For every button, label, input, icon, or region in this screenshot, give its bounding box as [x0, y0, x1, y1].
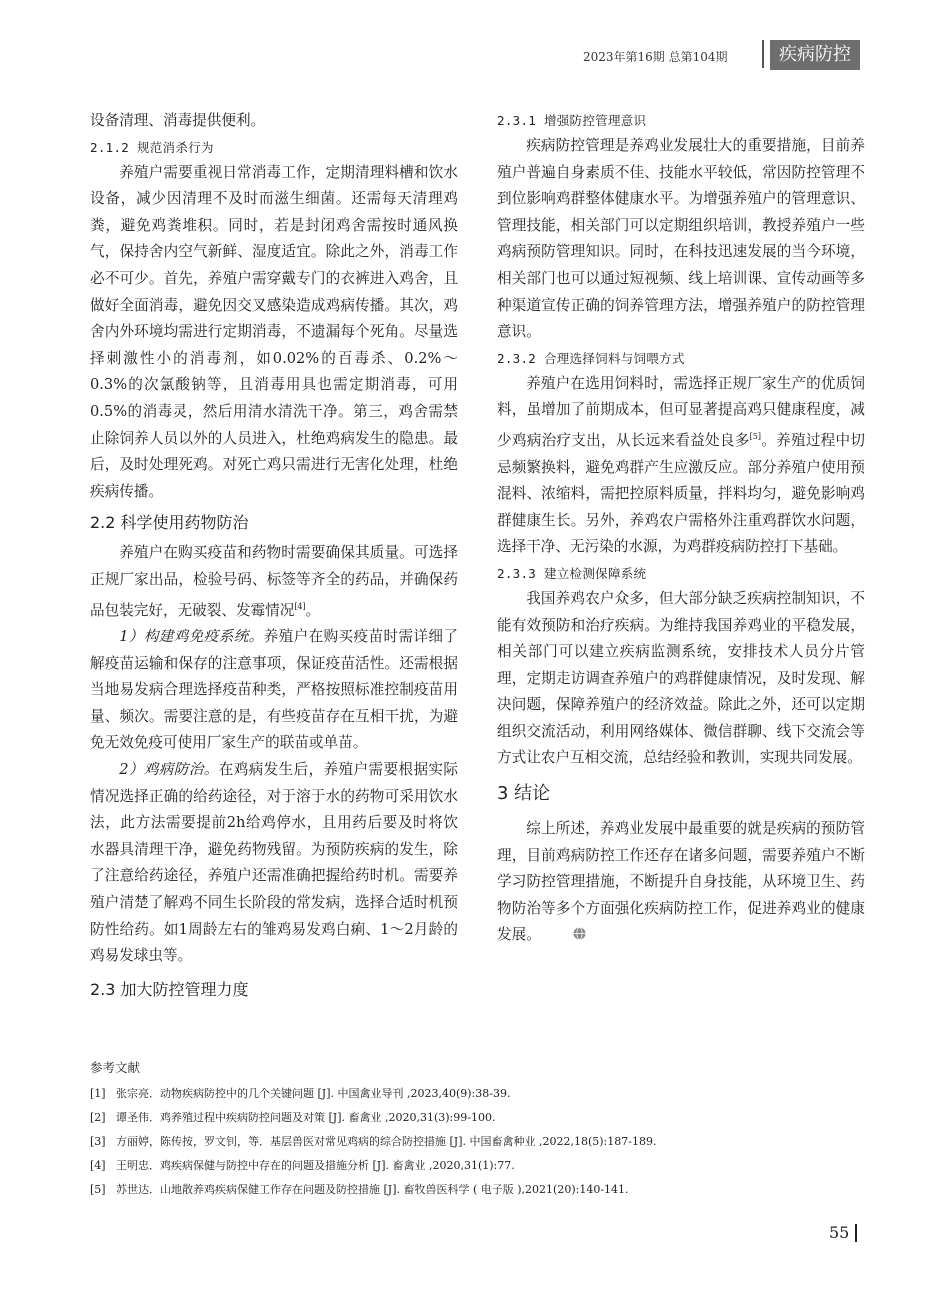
section-2-3-2-heading: 2.3.2 合理选择饲料与饲喂方式 — [497, 350, 685, 366]
reference-item — [90, 1178, 870, 1202]
list-item-immunity-label: 1）构建鸡免疫系统。 — [119, 628, 264, 646]
intro-paragraph: 设备清理、消毒提供便利。 — [90, 112, 266, 129]
reference-number: [2] — [90, 1111, 106, 1124]
reference-text: 张宗亮．动物疾病防控中的几个关键问题 [J]. 中国禽业导刊 ,2023,40(9):38-39. — [116, 1087, 511, 1100]
page-number: 55 — [829, 1223, 850, 1242]
reference-text: 谭圣伟．鸡养殖过程中疾病防控问题及对策 [J]. 畜禽业 ,2020,31(3):99-100. — [116, 1111, 496, 1124]
right-column — [497, 108, 865, 949]
end-mark-icon — [544, 923, 557, 936]
list-item-treatment-label: 2）鸡病防治。 — [119, 761, 219, 779]
section-2-2-end: 。 — [305, 601, 321, 619]
list-item-immunity-text: 养殖户在购买疫苗时需详细了解疫苗运输和保存的注意事项，保证疫苗活性。还需根据当地易发病合理选择疫苗种类，严格按照标准控制疫苗用量、频次。需要注意的是，有些疫苗存在互相干扰，为避免无效免疫可使用厂家生产的联苗或单苗。 — [90, 628, 458, 752]
header-issue-info: 2023年第16期 总第104期 — [583, 50, 728, 64]
header-divider — [762, 40, 764, 68]
section-3-heading: 3 结论 — [497, 783, 551, 805]
reference-number: [5] — [90, 1183, 106, 1196]
list-item-treatment — [90, 757, 458, 970]
section-2-2-body — [90, 540, 458, 624]
section-2-3-1-body: 疾病防控管理是养鸡业发展壮大的重要措施，目前养殖户普遍自身素质不佳、技能水平较低，常因防控管理不到位影响鸡群整体健康水平。为增强养殖户的管理意识、管理技能，相关部门可以定期组织培训，教授养殖户一些鸡病预防管理知识。同时，在科技迅速发展的当今环境，相关部门也可以通过短视频、线上培训课、宣传动画等多种渠道宣传正确的饲养管理方法，增强养殖户的防控管理意识。 — [497, 137, 865, 341]
reference-item — [90, 1082, 870, 1106]
section-2-2-text: 养殖户在购买疫苗和药物时需要确保其质量。可选择正规厂家出品，检验号码、标签等齐全的药品，并确保药品包装完好，无破裂、发霉情况 — [90, 544, 458, 619]
page-number-bar — [855, 1224, 857, 1242]
section-2-3-2-text-a: 养殖户在选用饲料时，需选择正规厂家生产的优质饲料，虽增加了前期成本，但可显著提高鸡只健康程度，减少鸡病治疗支出，从长远来看益处良多 — [497, 374, 865, 449]
section-2-3-heading: 2.3 加大防控管理力度 — [90, 979, 249, 999]
references-section — [90, 1058, 870, 1202]
section-2-1-2-body: 养殖户需要重视日常消毒工作，定期清理料槽和饮水设备，减少因清理不及时而滋生细菌。还需每天清理鸡粪，避免鸡粪堆积。同时，若是封闭鸡舍需按时通风换气，保持舍内空气新鲜、湿度适宜。除此之外，消毒工作必不可少。首先，养殖户需穿戴专门的衣裤进入鸡舍，且做好全面消毒，避免因交叉感染造成鸡病传播。其次，鸡舍内外环境均需进行定期消毒，不遗漏每个死角。尽量选择刺激性小的消毒剂，如0.02%的百毒杀、0.2%～0.3%的次氯酸钠等，且消毒用具也需定期消毒，可用0.5%的消毒灵，然后用清水清洗干净。第三，鸡舍需禁止除饲养人员以外的人员进入，杜绝鸡病发生的隐患。最后，及时处理死鸡。对死亡鸡只需进行无害化处理，杜绝疾病传播。 — [90, 163, 458, 500]
reference-text: 苏世达．山地散养鸡疾病保健工作存在问题及防控措施 [J]. 畜牧兽医科学 ( 电子版 ),2021(20):140-141. — [116, 1183, 629, 1196]
reference-number: [4] — [90, 1159, 106, 1172]
section-2-2-heading: 2.2 科学使用药物防治 — [90, 513, 249, 533]
reference-text: 方丽婷，陈传按，罗文钊，等．基层兽医对常见鸡病的综合防控措施 [J]. 中国畜禽种业 ,2022,18(5):187-189. — [116, 1135, 657, 1148]
section-2-3-1-heading: 2.3.1 增强防控管理意识 — [497, 113, 647, 128]
reference-item — [90, 1130, 870, 1154]
reference-number: [3] — [90, 1135, 106, 1148]
header-column-badge: 疾病防控 — [770, 40, 860, 70]
left-column — [90, 108, 458, 1007]
conclusion-text: 综上所述，养鸡业发展中最重要的就是疾病的预防管理，目前鸡病防控工作还存在诸多问题，需要养殖户不断学习防控管理措施，不断提升自身技能，从环境卫生、药物防治等多个方面强化疾病防控工作，促进养鸡业的健康发展。 — [497, 820, 865, 944]
reference-number: [1] — [90, 1087, 106, 1100]
reference-item — [90, 1154, 870, 1178]
section-2-1-2-heading: 2.1.2 规范消杀行为 — [90, 139, 214, 155]
section-2-3-3-heading: 2.3.3 建立检测保障系统 — [497, 565, 647, 581]
conclusion-body — [497, 816, 865, 949]
section-2-3-2-body — [497, 371, 865, 561]
list-item-treatment-text: 在鸡病发生后，养殖户需要根据实际情况选择正确的给药途径，对于溶于水的药物可采用饮水法，此方法需要提前2h给鸡停水，且用药后要及时将饮水器具清理干净，避免药物残留。为预防疾病的发生，除了注意给药途径，养殖户还需准确把握给药时机。需要养殖户清楚了解鸡不同生长阶段的常发病，选择合适时机预防性给药。如1周龄左右的雏鸡易发鸡白痢、1～2月龄的鸡易发球虫等。 — [90, 761, 458, 965]
reference-text: 王明忠．鸡疾病保健与防控中存在的问题及措施分析 [J]. 畜禽业 ,2020,31(1):77. — [116, 1159, 515, 1172]
list-item-immunity — [90, 624, 458, 757]
reference-item — [90, 1106, 870, 1130]
section-2-3-3-body: 我国养鸡农户众多，但大部分缺乏疾病控制知识，不能有效预防和治疗疾病。为维持我国养鸡业的平稳发展，相关部门可以建立疾病监测系统，安排技术人员分片管理，定期走访调查养殖户的鸡群健康情况，及时发现、解决问题，保障养殖户的经济效益。除此之外，还可以定期组织交流活动，利用网络媒体、微信群聊、线下交流会等方式让农户互相交流，总结经验和教训，实现共同发展。 — [497, 589, 865, 767]
citation-5: [5] — [749, 431, 761, 441]
references-title: 参考文献 — [90, 1060, 141, 1075]
citation-4: [4] — [294, 601, 306, 611]
section-2-3-2-text-b: 。养殖过程中切忌频繁换料，避免鸡群产生应激反应。部分养殖户使用预混料、浓缩料，需把控原料质量，拌料均匀，避免影响鸡群健康生长。另外，养鸡农户需格外注重鸡群饮水问题，选择干净、无污染的水源，为鸡群疫病防控打下基础。 — [497, 431, 865, 556]
